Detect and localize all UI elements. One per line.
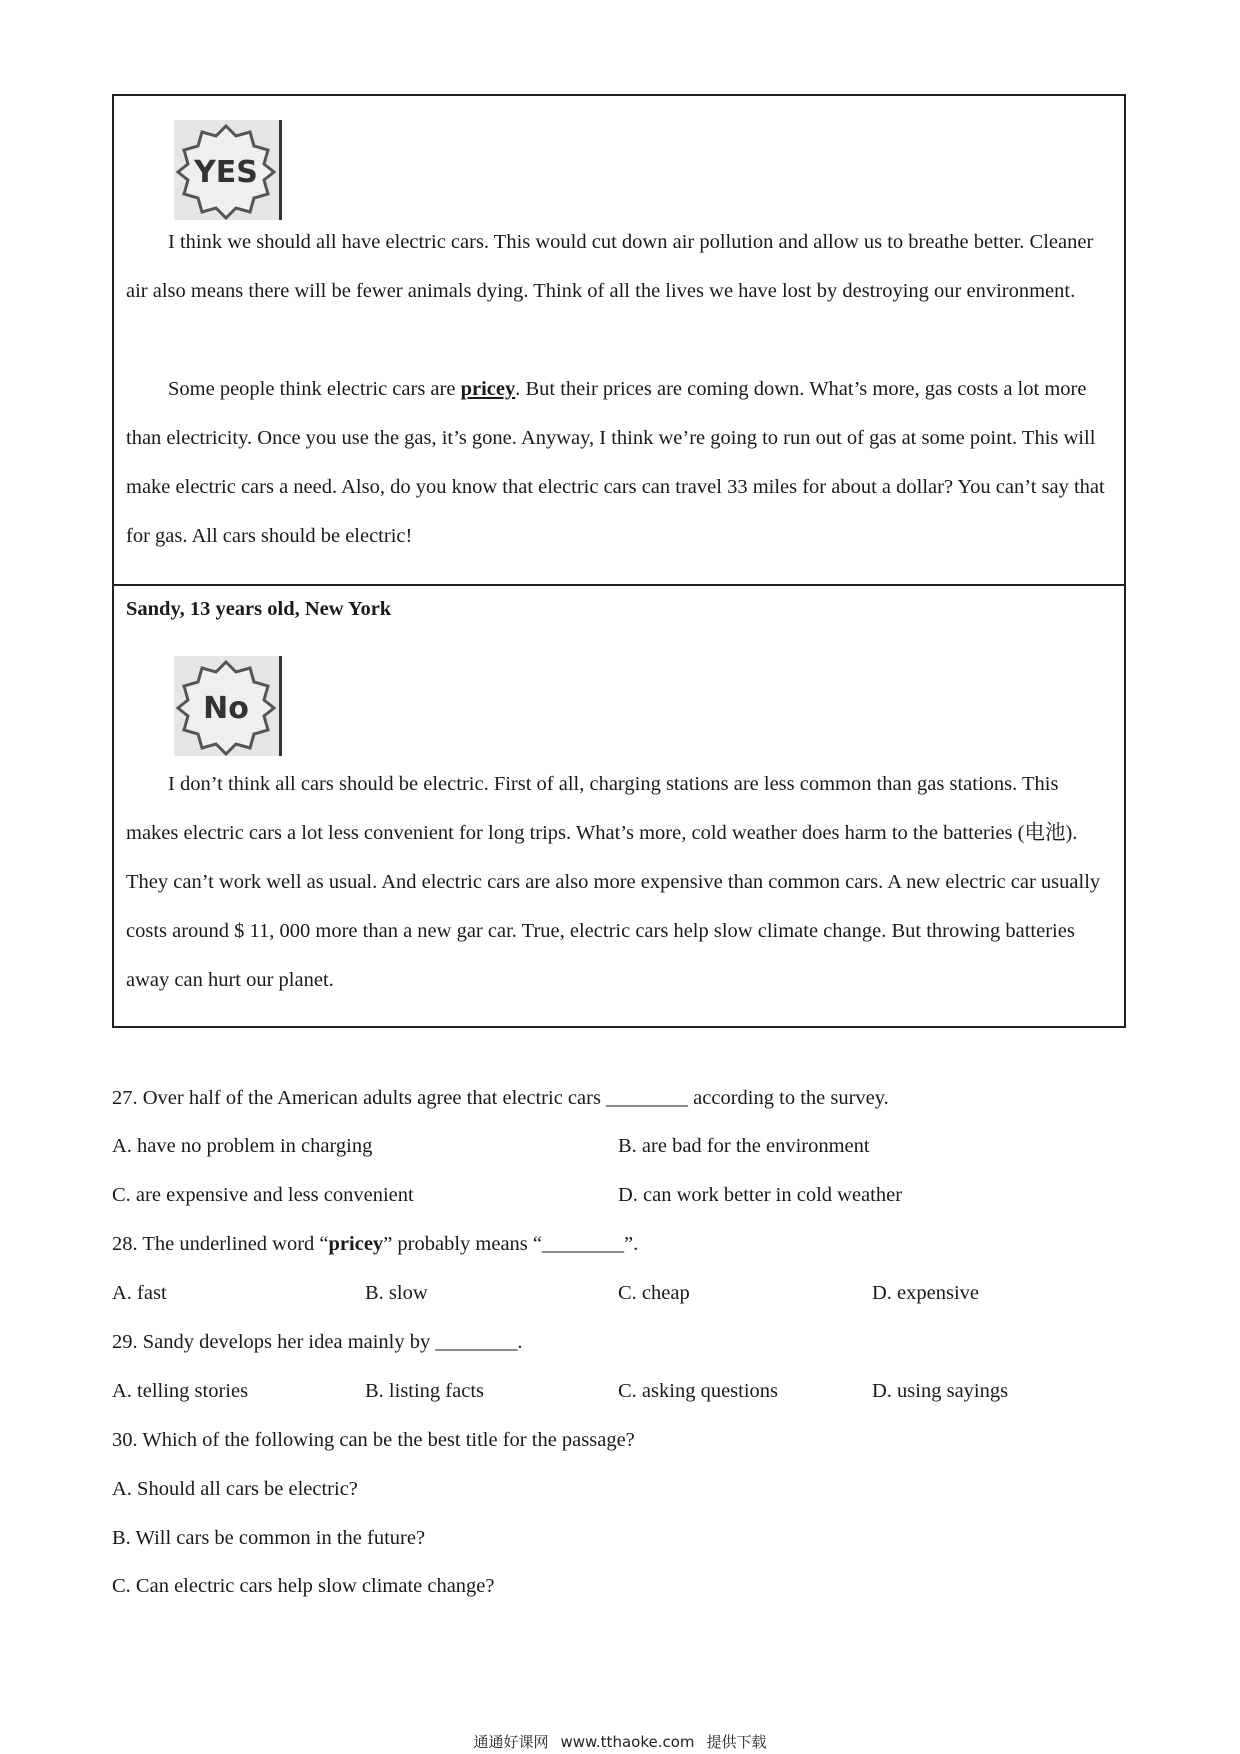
q28-option-c: C. cheap bbox=[618, 1282, 690, 1304]
no-section bbox=[114, 586, 1124, 1026]
q29-option-d: D. using sayings bbox=[872, 1380, 1009, 1402]
footer-download: 提供下载 bbox=[706, 1733, 767, 1751]
no-author: Sandy, 13 years old, New York bbox=[126, 598, 392, 620]
yes-p2-start: Some people think electric cars are bbox=[168, 378, 461, 400]
q29-option-b: B. listing facts bbox=[365, 1380, 485, 1402]
q28-option-a: A. fast bbox=[112, 1282, 167, 1304]
q27-option-b: B. are bad for the environment bbox=[618, 1135, 870, 1157]
footer-site-name: 通通好课网 bbox=[473, 1733, 549, 1751]
q29-option-a: A. telling stories bbox=[112, 1380, 249, 1402]
yes-badge-icon bbox=[174, 120, 282, 220]
footer-url[interactable]: www.tthaoke.com bbox=[560, 1733, 695, 1751]
yes-section bbox=[114, 96, 1124, 586]
q27-option-a: A. have no problem in charging bbox=[112, 1135, 373, 1157]
question-28 bbox=[112, 1230, 638, 1258]
question-30: 30. Which of the following can be the best title for the passage? bbox=[112, 1429, 635, 1451]
q28-end: ” probably means “________”. bbox=[383, 1233, 639, 1255]
q28-start: 28. The underlined word “ bbox=[112, 1233, 329, 1255]
q27-option-c: C. are expensive and less convenient bbox=[112, 1184, 414, 1206]
question-27: 27. Over half of the American adults agree that electric cars ________ according to the survey. bbox=[112, 1087, 889, 1109]
q29-option-c: C. asking questions bbox=[618, 1380, 779, 1402]
q28-option-b: B. slow bbox=[365, 1282, 428, 1304]
yes-badge-text: YES bbox=[194, 155, 258, 190]
yes-paragraph-1: I think we should all have electric cars. This would cut down air pollution and allow us to breathe better. Cleaner air also means there will be fewer animals dying. Think of all the lives we have lost by destroying our environment. bbox=[126, 231, 1094, 302]
q30-option-a: A. Should all cars be electric? bbox=[112, 1478, 358, 1500]
passage-box bbox=[112, 94, 1126, 1028]
yes-paragraph-2 bbox=[126, 365, 1111, 561]
q27-option-d: D. can work better in cold weather bbox=[618, 1184, 903, 1206]
page-footer bbox=[0, 1731, 1240, 1752]
yes-p2-end: . But their prices are coming down. What’s more, gas costs a lot more than electricity. Once you use the gas, it’s gone. Anyway, I think we’re going to run out of gas at some point. This will make electric cars a need. Also, do you know that electric cars can travel 33 miles for about a dollar? You can’t say that for gas. All cars should be electric! bbox=[126, 378, 1105, 547]
underlined-word-pricey: pricey bbox=[460, 378, 516, 400]
q28-option-d: D. expensive bbox=[872, 1282, 980, 1304]
question-29: 29. Sandy develops her idea mainly by ________. bbox=[112, 1331, 523, 1353]
no-badge-text: No bbox=[203, 691, 249, 726]
q30-option-b: B. Will cars be common in the future? bbox=[112, 1527, 426, 1549]
q28-word: pricey bbox=[328, 1233, 384, 1255]
no-badge-icon bbox=[174, 656, 282, 756]
no-paragraph-1: I don’t think all cars should be electric. First of all, charging stations are less common than gas stations. This makes electric cars a lot less convenient for long trips. What’s more, cold weather does harm to the batteries (电池). They can’t work well as usual. And electric cars are also more expensive than common cars. A new electric car usually costs around $ 11, 000 more than a new gar car. True, electric cars help slow climate change. But throwing batteries away can hurt our planet. bbox=[126, 773, 1101, 991]
q30-option-c: C. Can electric cars help slow climate change? bbox=[112, 1575, 495, 1597]
